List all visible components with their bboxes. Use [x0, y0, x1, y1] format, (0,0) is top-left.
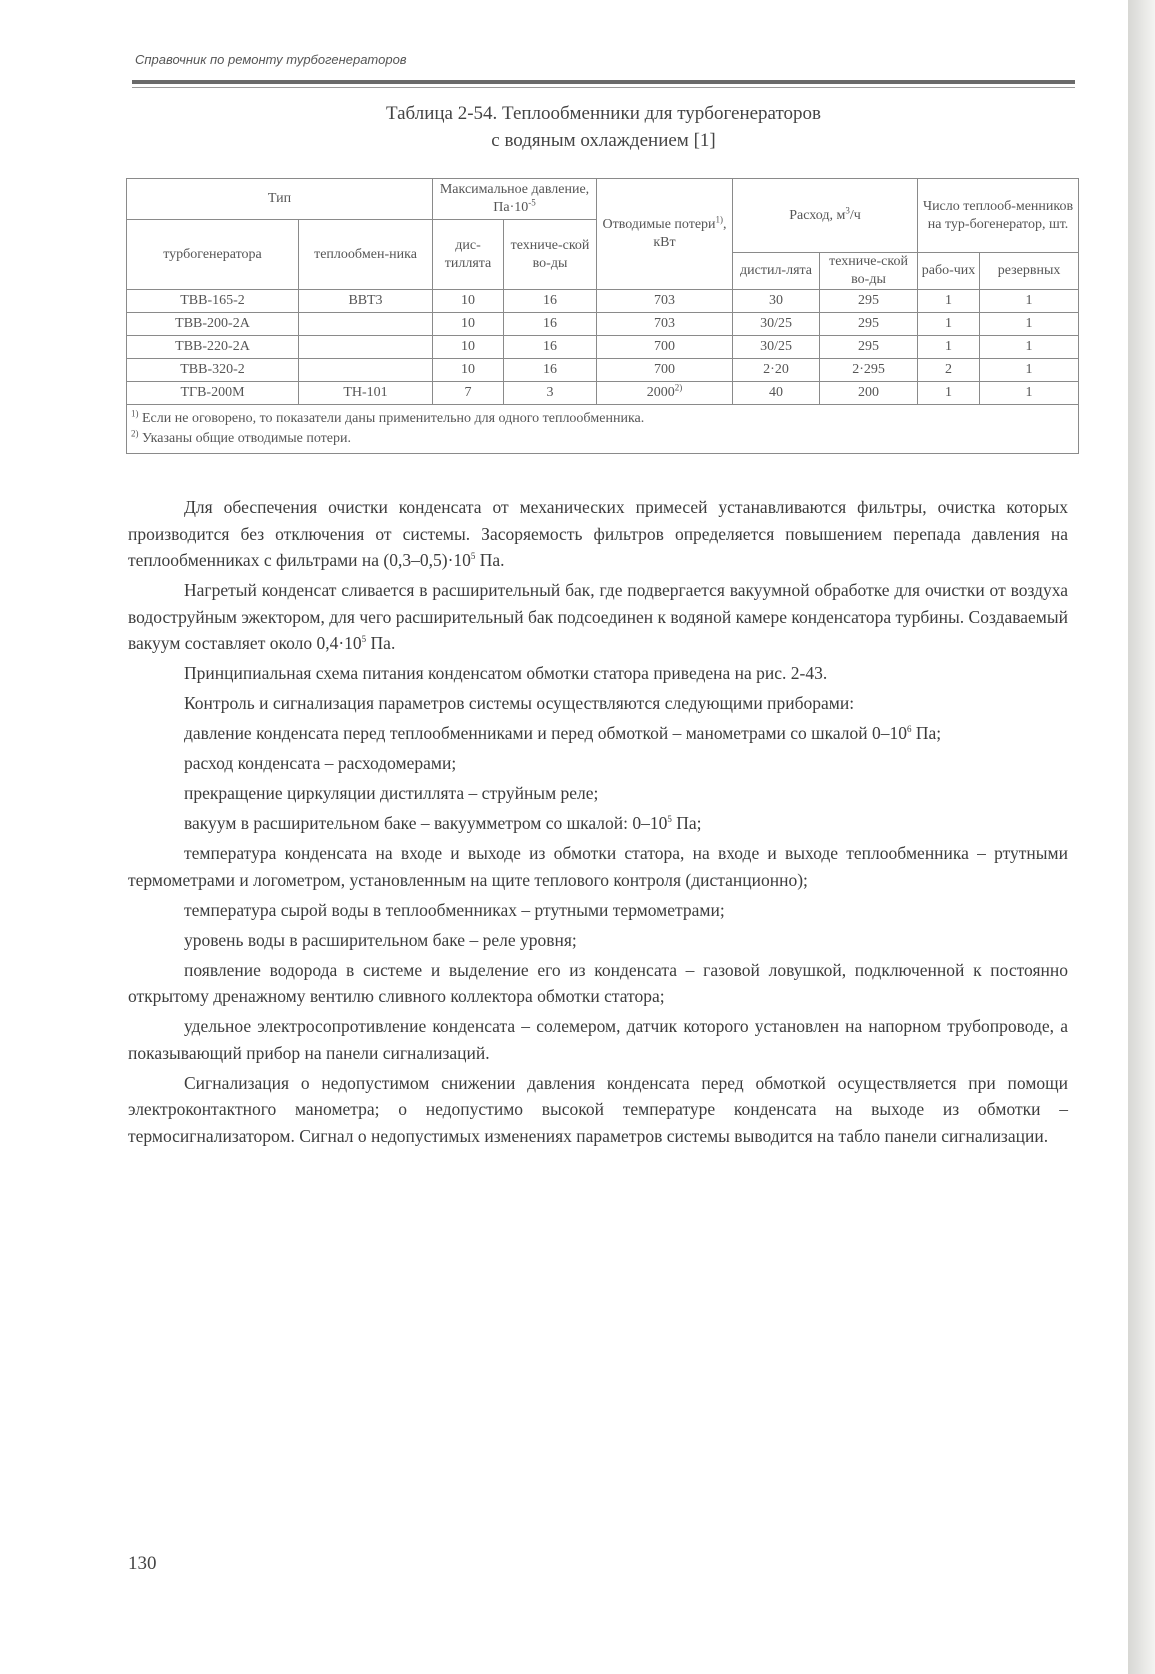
- cell-heat-exchanger: ТН-101: [299, 382, 433, 405]
- page-edge-shadow: [1128, 0, 1155, 1674]
- cell-heat-exchanger: [299, 359, 433, 382]
- heat-exchanger-table: [126, 178, 1079, 454]
- table-note-2: $^{2)}$ Указаны общие отводимые потери.: [131, 428, 352, 446]
- header-heat-exchanger: теплообмен-ника: [299, 220, 433, 290]
- list-item: температура конденсата на входе и выходе из обмотки статора, на входе и выходе теплообменника – ртутными термометрами и логометром, установленным на щите теплового контроля (дистанционно);: [128, 843, 1068, 890]
- header-type: Тип: [127, 179, 433, 220]
- table-row: [127, 382, 1079, 405]
- cell-flow-distillate: 30: [733, 290, 820, 313]
- list-item: уровень воды в расширительном баке – реле уровня;: [184, 929, 577, 950]
- body-text: [128, 494, 1068, 1153]
- cell-losses: 700: [597, 359, 733, 382]
- cell-count-working: 1: [918, 290, 980, 313]
- cell-flow-technical: 295: [820, 290, 918, 313]
- cell-flow-distillate: 30/25: [733, 313, 820, 336]
- cell-heat-exchanger: [299, 336, 433, 359]
- cell-pressure-technical: 16: [504, 313, 597, 336]
- cell-pressure-distillate: 10: [433, 359, 504, 382]
- cell-flow-technical: 295: [820, 313, 918, 336]
- list-item: удельное электросопротивление конденсата – солемером, датчик которого установлен на напорном трубопроводе, а показывающий прибор на панели сигнализаций.: [128, 1016, 1068, 1063]
- paragraph: Контроль и сигнализация параметров системы осуществляются следующими приборами:: [184, 693, 855, 713]
- cell-pressure-technical: 16: [504, 336, 597, 359]
- paragraph: Принципиальная схема питания конденсатом обмотки статора приведена на рис. 2-43.: [184, 663, 828, 683]
- cell-count-reserve: 1: [980, 290, 1079, 313]
- cell-turbogenerator: ТВВ-165-2: [127, 290, 299, 313]
- cell-flow-distillate: 2·20: [733, 359, 820, 382]
- paragraph: Сигнализация о недопустимом снижении давления конденсата перед обмоткой осуществляется при помощи электроконтактного манометра; о недопустимо высокой температуре конденсата на выходе из обмотки – термосигнализатором. Сигнал о недопустимых изменениях параметров системы выводится на табло панели сигнализации.: [128, 1072, 1068, 1146]
- header-rule-thin: [132, 87, 1075, 88]
- caption-line-1: Таблица 2-54. Теплообменники для турбогенераторов: [385, 103, 822, 124]
- table-notes: [127, 405, 1079, 454]
- header-pressure-technical-water: техниче-ской во-ды: [504, 220, 597, 290]
- header-flow: Расход, $м^3/ч$: [733, 179, 918, 253]
- caption-line-2: с водяным охлаждением [1]: [491, 130, 716, 151]
- page-number: 130: [128, 1553, 157, 1574]
- cell-pressure-distillate: 10: [433, 313, 504, 336]
- list-item: прекращение циркуляции дистиллята – струйным реле;: [184, 783, 599, 803]
- cell-flow-technical: 2·295: [820, 359, 918, 382]
- paragraph: Для обеспечения очистки конденсата от механических примесей устанавливаются фильтры, очистка которых производится без отключения от системы. Засоряемость фильтров определяется повышением перепада давления на теплообменниках с фильтрами на $(0,3-0,5)\cdot 10^5$ Па.: [128, 497, 1068, 570]
- cell-flow-technical: 295: [820, 336, 918, 359]
- header-turbogenerator: турбогенератора: [127, 220, 299, 290]
- list-item: появление водорода в системе и выделение его из конденсата – газовой ловушкой, подключенной к постоянно открытому дренажному вентилю сливного коллектора обмотки статора;: [128, 959, 1068, 1006]
- cell-pressure-technical: 16: [504, 359, 597, 382]
- cell-turbogenerator: ТВВ-200-2А: [127, 313, 299, 336]
- cell-turbogenerator: ТГВ-200М: [127, 382, 299, 405]
- header-count-working: рабо-чих: [918, 253, 980, 290]
- paragraph: Нагретый конденсат сливается в расширительный бак, где подвергается вакуумной обработке для очистки от воздуха водоструйным эжектором, для чего расширительный бак подсоединен к водяной камере конденсатора турбины. Создаваемый вакуум составляет около $0,4\cdot 10^5$ Па.: [128, 580, 1068, 653]
- cell-count-reserve: 1: [980, 382, 1079, 405]
- header-pressure-distillate: дис-тиллята: [433, 220, 504, 290]
- cell-heat-exchanger: ВВТ3: [299, 290, 433, 313]
- table-row: [127, 359, 1079, 382]
- table-row: [127, 313, 1079, 336]
- list-item: давление конденсата перед теплообменниками и перед обмоткой – манометрами со шкалой $0-10^6$ Па;: [184, 723, 942, 743]
- header-count: Число теплооб-менников на тур-богенератор, шт.: [918, 179, 1079, 253]
- cell-turbogenerator: ТВВ-320-2: [127, 359, 299, 382]
- list-item: температура сырой воды в теплообменниках – ртутными термометрами;: [184, 899, 725, 920]
- cell-flow-technical: 200: [820, 382, 918, 405]
- header-count-reserve: резервных: [980, 253, 1079, 290]
- running-head: Справочник по ремонту турбогенераторов: [135, 52, 407, 67]
- table-row: [127, 336, 1079, 359]
- cell-pressure-distillate: 10: [433, 290, 504, 313]
- cell-pressure-distillate: 10: [433, 336, 504, 359]
- cell-losses: 2000$^{2)}$: [597, 382, 733, 405]
- cell-pressure-technical: 3: [504, 382, 597, 405]
- header-flow-technical-water: техниче-ской во-ды: [820, 253, 918, 290]
- header-losses: Отводимые потери$^{1)}$, кВт: [597, 179, 733, 290]
- table-caption: [132, 100, 1075, 154]
- cell-count-reserve: 1: [980, 313, 1079, 336]
- cell-count-reserve: 1: [980, 359, 1079, 382]
- cell-losses: 700: [597, 336, 733, 359]
- cell-count-reserve: 1: [980, 336, 1079, 359]
- table-note-1: $^{1)}$ Если не оговорено, то показатели даны применительно для одного теплообменника.: [131, 408, 645, 426]
- cell-losses: 703: [597, 290, 733, 313]
- cell-pressure-technical: 16: [504, 290, 597, 313]
- cell-count-working: 1: [918, 382, 980, 405]
- header-rule-thick: [132, 80, 1075, 84]
- table-row: [127, 290, 1079, 313]
- cell-count-working: 1: [918, 336, 980, 359]
- cell-turbogenerator: ТВВ-220-2А: [127, 336, 299, 359]
- list-item: вакуум в расширительном баке – вакуумметром со шкалой: $0-10^5$ Па;: [184, 813, 702, 833]
- header-pressure: Максимальное давление, $Па\cdot 10^{-5}$: [433, 179, 597, 220]
- cell-count-working: 1: [918, 313, 980, 336]
- cell-flow-distillate: 30/25: [733, 336, 820, 359]
- cell-flow-distillate: 40: [733, 382, 820, 405]
- cell-losses: 703: [597, 313, 733, 336]
- cell-count-working: 2: [918, 359, 980, 382]
- cell-pressure-distillate: 7: [433, 382, 504, 405]
- cell-heat-exchanger: [299, 313, 433, 336]
- table-notes-row: [127, 405, 1079, 454]
- header-flow-distillate: дистил-лята: [733, 253, 820, 290]
- list-item: расход конденсата – расходомерами;: [184, 753, 457, 773]
